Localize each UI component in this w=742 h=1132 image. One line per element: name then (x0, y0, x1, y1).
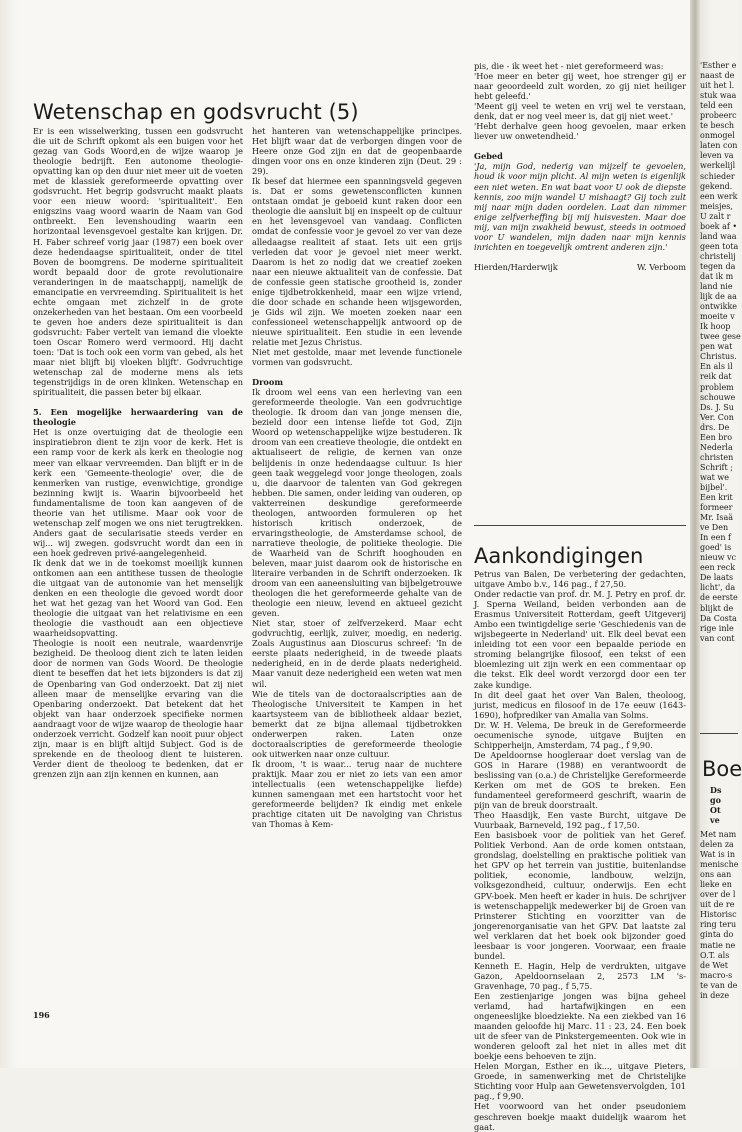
next-page-line: lieke en (700, 880, 732, 890)
article-column-2 (252, 126, 462, 1006)
next-page-line: schieder (700, 171, 735, 181)
author-name: W. Verboom (637, 261, 686, 272)
next-page-line: bijbel'. (700, 482, 728, 492)
next-page-line: leven va (700, 151, 734, 161)
next-page-line: de Wet (700, 960, 728, 970)
next-page-line: Ds (710, 785, 722, 795)
next-page-line: over de l (700, 890, 736, 900)
paragraph: pis, die - ik weet het - niet gereformeerd was: (474, 61, 664, 71)
announcements-title: Aankondigingen (474, 544, 644, 568)
announcement-item: Petrus van Balen, De verbetering der gedachten, uitgave Ambo b.v., 146 pag., f 27,50. (474, 569, 686, 590)
next-page-line: O.T. als (700, 950, 730, 960)
next-page-line: Da Costa (700, 613, 737, 623)
next-page-line: formeer (700, 503, 733, 513)
paragraph: Theologie is nooit een neutrale, waardenvrije bezigheid. De theoloog dient zich te laten leiden door de normen van Gods Woord. De theologie dient te beseffen dat het iets bijzonders is dat zij de Openbaring van God onderzoekt. Dat zij niet alleen maar de menselijke ervaring van die Openbaring onderzoekt. Dat betekent dat het objekt van haar onderzoek specifieke normen aandraagt voor de wijze waarop de theologie haar onderzoek verricht. Godzelf kan nooit puur object zijn, maar is en blijft altijd Subject. God is de sprekende en de theoloog dient te luisteren. Verder dient de theoloog te bedenken, dat er grenzen zijn aan zijn kennen en kunnen, aan (33, 638, 243, 779)
next-page-line: een reck (700, 563, 736, 573)
next-page-line: problem (700, 382, 734, 392)
next-page-line: teld een (700, 101, 733, 111)
next-page-line: geen tota (700, 241, 739, 251)
next-page-line: menische (700, 860, 739, 870)
paragraph: Ik droom, 't is waar... terug naar de nuchtere praktijk. Maar zou er niet zo iets van een amor intellectualis (een wetenschappelijke liefde) kunnen samengaan met een hartstocht voor het gereformeerde belijden? Ik eindig met enkele prachtige citaten uit De navolging van Christus van Thomas à Kem- (252, 758, 462, 830)
prayer-text: 'Ja, mijn God, nederig van mijzelf te gevoelen, houd ik voor mijn plicht. Al mijn weten is eigenlijk een niet weten. En wat baat voor U ook de diepste kennis, zoo mijn wandel U mishaagt? Gij toch zult mij naar mijn daden oordelen. Laat dan nimmer enige zelfverheffing bij mij huisvesten. Maar doe mij, van mijn zwakheid bewust, steeds in ootmoed voor U wandelen, mijn daden naar mijn kennis inrichten en toegevelijk omtrent anderen zijn.' (474, 161, 686, 252)
announcement-item: Helen Morgan, Esther en ik..., uitgave Pieters, Groede, in samenwerking met de Christelijke Stichting voor Hulp aan Gewetensvervolgden, 101 pag., f 9,90. (474, 1061, 686, 1102)
article-title: Wetenschap en godsvrucht (5) (33, 100, 359, 124)
next-page-line: gekend. (700, 181, 733, 191)
next-page-line: Ds. J. Su (700, 402, 734, 412)
next-page-line: Mr. Isaä (700, 513, 734, 523)
next-page-line: 'Esther e (700, 61, 737, 70)
quote: 'Hebt derhalve geen hoog gevoelen, maar erken liever uw onwetendheid.' (474, 121, 686, 142)
next-page-line: go (710, 795, 721, 805)
next-page-line: moeite v (700, 312, 735, 322)
next-page-line: twee gese (700, 332, 741, 342)
next-page-line: De laats (700, 573, 734, 583)
announcement-item: Een basisboek voor de politiek van het Geref. Politiek Verbond. Aan de orde komen ontstaan, grondslag, doelstelling en praktische politiek van het GPV op het terrein van justitie, buitenlandse politiek, economie, landbouw, welzijn, volksgezondheid, cultuur, onderwijs. Een echt GPV-boek. Men heeft er kader in huis. De schrijver is wetenschappelijk medewerker bij de Groen van Prinsterer Stichting en voorzitter van de jongerenorganisatie van het GPV. Dat laatste zal wel verklaren dat het boek ook bijzonder goed leesbaar is voor jongeren. Voorwaar, een fraaie bundel. (474, 830, 686, 961)
announcement-item: Een zestienjarige jongen was bijna geheel verlamd, had hartafwijkingen en een ongeneeslijke bloedziekte. Na een ziekbed van 16 maanden geloofde hij Marc. 11 : 23, 24. Een boek uit de sfeer van de Pinkstergemeenten. Ook wie in wonderen gelooft zal het niet in alles met dit boekje eens behoeven te zijn. (474, 990, 686, 1062)
next-page-line: macro-s (700, 970, 733, 980)
next-page-line: licht', da (700, 583, 736, 593)
next-page-line: rige inle (700, 623, 734, 633)
article-column-1 (33, 126, 243, 1006)
next-page-line: christelij (700, 251, 736, 261)
next-page-line: Wat is in (700, 850, 735, 860)
next-page-line: Historisc (700, 910, 737, 920)
announcement-item: In dit deel gaat het over Van Balen, theoloog, jurist, medicus en filosoof in de 17e eeuw (1643-1690), hofprediker van Amalia van Solms. (474, 689, 686, 720)
next-page-line: van cont (700, 633, 735, 643)
next-page-line: Nederla (700, 442, 733, 452)
next-page-line: Ot (710, 805, 721, 815)
next-page-line: Ver. Con (700, 412, 734, 422)
next-page-line: ons aan (700, 870, 732, 880)
next-page-line: Christus. (700, 352, 737, 362)
paragraph: Niet met gestolde, maar met levende functionele vormen van godsvrucht. (252, 347, 462, 368)
next-page-line: te besch (700, 121, 735, 131)
next-page-line: U zalt r (700, 211, 731, 221)
next-page-line: Met nam (700, 830, 737, 839)
next-page-line: Een bro (700, 432, 733, 442)
announcements-column (474, 569, 686, 1132)
quote: 'Meent gij veel te weten en vrij wel te verstaan, denk, dat er nog veel meer is, dat gij niet weet.' (474, 101, 686, 122)
page-number: 196 (33, 1010, 50, 1020)
next-page-line: lijk de aa (700, 292, 737, 302)
next-page-line: land waa (700, 231, 737, 241)
divider (700, 733, 738, 734)
page-spine (690, 0, 700, 1068)
next-page-line: wat we (700, 472, 729, 482)
announcement-item: Het voorwoord van het onder pseudoniem geschreven boekje maakt duidelijk waarom het gaat. (474, 1101, 686, 1132)
next-page-line: schouwe (700, 392, 736, 402)
next-page-line: laten con (700, 141, 738, 151)
next-page-line: een werk (700, 191, 738, 201)
next-page-fragment-top (700, 61, 740, 644)
paragraph: Ik besef dat hiermee een spanningsveld gegeven is. Dat er soms gewetensconflicten kunnen ontstaan omdat je geboeid kunt raken door een theologie die aansluit bij en inspeelt op de cultuur en het levensgevoel van vandaag. Conflicten omdat de confessie voor je gevoel zo ver van deze alledaagse realiteit af staat. Iets uit een grijs verleden dat voor je gevoel niet meer werkt. Daarom is het zo nodig dat we creatief zoeken naar een nieuwe aktualiteit van de confessie. Dat de confessie geen statische grootheid is, zonder enige tijdbetrokkenheid, maar een wijze vriend, die door schade en schande heen wijsgeworden, je Gids wil zijn. We moeten zoeken naar een confessioneel wetenschappelijk antwoord op de nieuwe spiritualiteit. Een studie in een levende relatie met Jezus Christus. (252, 176, 462, 347)
next-page-line: ontwikke (700, 302, 738, 312)
paragraph: Ik droom wel eens van een herleving van een gereformeerde theologie. Van een godvruchtige theologie. Ik droom dan van jonge mensen die, bezield door een intense liefde tot God, Zijn Woord op wetenschappelijke wijze bestuderen. Ik droom van een creatieve theologie, die ontdekt en aktualiseert de religie, de kernen van onze belijdenis in onze hedendaagse cultuur. Is hier geen taak weggelegd voor jonge theologen, zoals u, die daarvoor de talenten van God gekregen hebben. Die samen, onder leiding van ouderen, op vakterreinen deskundige gereformeerde theologen, antwoorden formuleren op het historisch kritisch onderzoek, de ervaringstheologie, de Amsterdamse school, de narratieve theologie, de politieke theologie. Die de Waarheid van de Schrift hooghouden en beleven, maar juist daarom ook de historische en literaire verbanden in de Schrift onderzoeken. Ik droom van een aaneensluiting van bijbelgetrouwe theologen die het gereformeerde gehalte van de theologie een nieuw, levend en aktueel gezicht geven. (252, 387, 462, 619)
next-page-line: land nie (700, 282, 733, 292)
next-page-line: onmogel (700, 131, 735, 141)
author-place: Hierden/Harderwijk (474, 261, 558, 272)
next-page-line: reik dat (700, 372, 732, 382)
section-heading: 5. Een mogelijke herwaardering van de theologie (33, 407, 243, 428)
section-heading: Droom (252, 377, 283, 388)
announcement-item: Onder redactie van prof. dr. M. J. Petry en prof. dr. J. Sperna Weiland, beiden verbonden aan de Erasmus Universiteit Rotterdam, geeft Uitgeverij Ambo een twintigdelige serie 'Geschiedenis van de wijsbegeerte in Nederland' uit. Elk deel bevat een inleiding tot een voor een bepaalde periode en stroming belangrijke filosoof, een tekst of een bloemlezing uit zijn werk en een commentaar op die tekst. Elk deel wordt verzorgd door een ter zake kundige. (474, 589, 686, 690)
next-page-line: Schrift ; (700, 462, 733, 472)
paragraph: Ik denk dat we in de toekomst moeilijk kunnen ontkomen aan een antithese tussen de theologie die uitgaat van de autonomie van het menselijk denken en een theologie die gevoed wordt door het wat het gezag van het Woord van God. Een theologie die uitgaat van het relativisme en een theologie die vasthoudt aan een objectieve waarheidsopvatting. (33, 557, 243, 639)
paragraph: Het is onze overtuiging dat de theologie een inspiratiebron dient te zijn voor de kerk. Het is een ramp voor de kerk als kerk en theologie nog meer van elkaar vervreemden. Dan blijft er in de kerk een 'Gemeente-theologie' over, die de kenmerken van rustige, evenwichtige, grondige bezinning kwijt is. Waarin bijvoorbeeld het fundamentalisme de toon kan aangeven of de theorie van het utilisme. Maar ook voor de wetenschap zelf mogen we ons niet terugtrekken. Anders gaat de secularisatie steeds verder en wij... wij zwegen. godsvrucht wordt dan een in een hoek gedreven privé-aangelegenheid. (33, 427, 243, 558)
next-page-line: tegen da (700, 261, 736, 271)
next-page-bold-fragment (710, 785, 740, 825)
next-page-line: de eerste (700, 593, 738, 603)
next-page-line: meisjes, (700, 201, 733, 211)
next-page-line: werkelijl (700, 161, 736, 171)
article-column-3 (474, 61, 686, 521)
announcement-item: Theo Haasdijk, Een vaste Burcht, uitgave De Vuurbaak, Barneveld, 192 pag., f 17,50. (474, 810, 686, 831)
announcement-item: De Apeldoornse hoogleraar doet verslag van de GOS in Harare (1988) en verantwoordt de beslissing van (o.a.) de Christelijke Gereformeerde Kerken om met de GOS te breken. Een fundamenteel gereformeerd geschrift, waarin de pijn van de breuk doorstraalt. (474, 749, 686, 811)
paragraph: Er is een wisselwerking, tussen een godsvrucht die uit de Schrift opkomt als een buigen voor het gezag van Gods Woord,en de wijze waarop je theologie bedrijft. Een autonome theologie-opvatting kan op den duur niet meer uit de voeten met de klassiek gereformeerde opvatting over godsvrucht. Het begrip godsvrucht maakt plaats voor een nieuw woord: 'spiritualiteit'. Een enigszins vaag woord waarin de Naam van God ontbreekt. Een levenshouding waarin een horizontaal levensgevoel gestalte kan krijgen. Dr. H. Faber schreef vorig jaar (1987) een boek over deze hedendaagse spiritualiteit, onder de titel Boven de boomgrens. De moderne spiritualiteit wordt bepaald door de grote revolutionaire veranderingen in de maatschappij, namelijk de emancipatie en vervreemding. Spiritualiteit is het echte omgaan met zichzelf in de grote onzekerheden van het bestaan. Om een voorbeeld te geven hoe anders deze spiritualiteit is dan godsvrucht: Faber vertelt van iemand die vloekte toen Oscar Romero werd vermoord. Hij dacht toen: 'Dat is toch ook een vorm van gebed, als het maar niet blijft bij vloeken blijft'. Godvruchtige wetenschap zal de moderne mens als iets tegenstrijdigs in de oren klinken. Wetenschap en spiritualiteit, die passen beter bij elkaar. (33, 126, 243, 398)
next-page-line: ve (710, 815, 720, 825)
section-heading: Gebed (474, 151, 503, 162)
announcement-item: Dr. W. H. Velema, De breuk in de Gereformeerde oecumenische synode, uitgave Buijten en Schipperheijn, Amsterdam, 74 pag., f 9,90. (474, 719, 686, 750)
next-page-line: nieuw vc (700, 553, 736, 563)
next-page-line: Een krit (700, 493, 733, 503)
next-page-line: drs. De (700, 422, 730, 432)
next-page-line: blijkt de (700, 603, 734, 613)
next-page-line: stuk waa (700, 91, 737, 101)
next-page-line: te van de (700, 980, 738, 990)
next-page-line: ring teru (700, 920, 737, 930)
next-page-line: pen wat (700, 342, 733, 352)
paragraph: het hanteren van wetenschappelijke principes. Het blijft waar dat de verborgen dingen voor de Heere onze God zijn en dat de geopenbaarde dingen voor ons en onze kinderen zijn (Deut. 29 : 29). (252, 126, 462, 177)
next-page-line: En als il (700, 362, 733, 372)
paragraph: Wie de titels van de doctoraalscripties aan de Theologische Universiteit te Kampen in het kaartsysteem van de bibliotheek aldaar beziet, bemerkt dat ze bijna allemaal tijdbetrokken onderwerpen raken. Laten onze doctoraalscripties de gereformeerde theologie ook uitwerken naar onze cultuur. (252, 688, 462, 759)
next-page-line: boek af • (700, 221, 738, 231)
next-page-line: in deze (700, 990, 730, 1000)
quote: 'Hoe meer en beter gij weet, hoe strenger gij er naar geoordeeld zult worden, zo gij niet heiliger hebt geleefd.' (474, 71, 686, 102)
next-page-line: In een f (700, 533, 731, 543)
next-page-line: uit het l. (700, 81, 735, 91)
next-page-line: goed' is (700, 543, 732, 553)
signature-line (474, 262, 686, 272)
paragraph: Niet star, stoer of zelfverzekerd. Maar echt godvruchtig, eerlijk, zuiver, moedig, en nederig. Zoals Augustinus aan Dioscurus schreef: 'In de eerste plaats nederigheid, in de tweede plaats nederigheid, en in de derde plaats nederigheid. Maar vanuit deze nederigheid een weten wat men wil. (252, 618, 462, 689)
next-page-line: christen (700, 452, 734, 462)
announcement-item: Kenneth E. Hagin, Help de verdrukten, uitgave Gazon, Apeldoornselaan 2, 2573 LM 's-Gravenhage, 70 pag., f 5,75. (474, 960, 686, 991)
next-page-line: Ik hoop (700, 322, 731, 332)
next-page-fragment-bottom (700, 830, 740, 1001)
next-page-line: ginta do (700, 930, 734, 940)
next-page-line: naast de (700, 71, 735, 81)
next-page-line: probeerc (700, 111, 737, 121)
next-page-heading-fragment: Boe (702, 757, 742, 781)
next-page-line: uit de re (700, 900, 735, 910)
next-page-line: delen za (700, 840, 734, 850)
next-page-line: dat ik m (700, 271, 734, 281)
divider (474, 525, 686, 526)
next-page-line: matie ne (700, 940, 736, 950)
next-page-line: ve Den (700, 523, 729, 533)
